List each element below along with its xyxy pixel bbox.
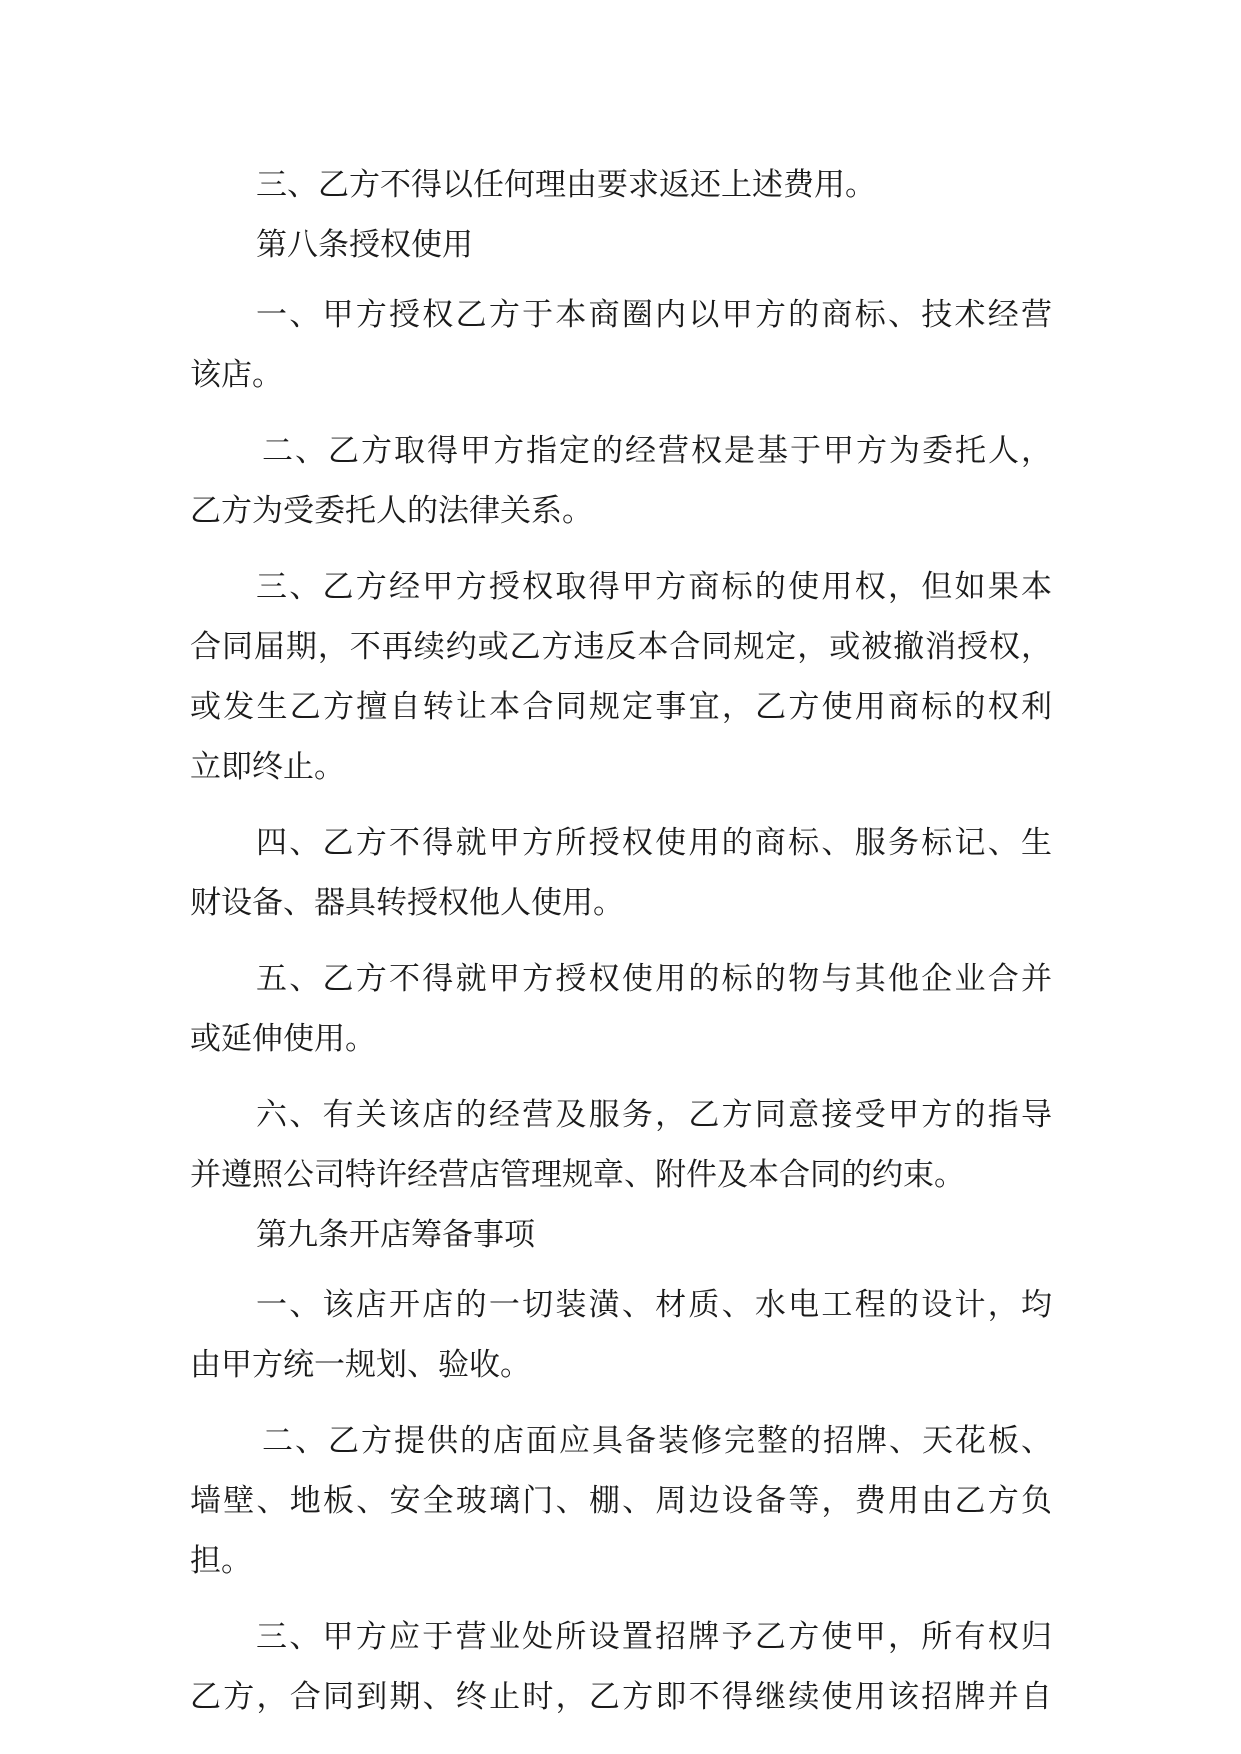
section-heading: 第八条授权使用 [256, 227, 473, 263]
text-line: 或延伸使用。 [190, 1021, 376, 1057]
text-line: 财设备、器具转授权他人使用。 [190, 885, 624, 921]
text-line: 三、甲方应于营业处所设置招牌予乙方使甲，所有权归 [256, 1619, 1052, 1655]
text-line: 立即终止。 [190, 749, 345, 785]
text-line: 三、乙方不得以任何理由要求返还上述费用。 [256, 167, 876, 203]
text-line: 六、有关该店的经营及服务，乙方同意接受甲方的指导 [256, 1097, 1052, 1133]
text-line: 五、乙方不得就甲方授权使用的标的物与其他企业合并 [256, 961, 1052, 997]
text-line: 二、乙方提供的店面应具备装修完整的招牌、天花板、 [262, 1423, 1052, 1459]
text-line: 或发生乙方擅自转让本合同规定事宜，乙方使用商标的权利 [190, 689, 1052, 725]
text-line: 一、该店开店的一切装潢、材质、水电工程的设计，均 [256, 1287, 1052, 1323]
text-line: 墙壁、地板、安全玻璃门、棚、周边设备等，费用由乙方负 [190, 1483, 1052, 1519]
text-line: 三、乙方经甲方授权取得甲方商标的使用权，但如果本 [256, 569, 1052, 605]
text-line: 由甲方统一规划、验收。 [190, 1347, 531, 1383]
document-body [190, 155, 1052, 1727]
text-line: 一、甲方授权乙方于本商圈内以甲方的商标、技术经营 [256, 297, 1052, 333]
text-line: 担。 [190, 1543, 252, 1579]
text-line: 乙方，合同到期、终止时，乙方即不得继续使用该招牌并自 [190, 1679, 1052, 1715]
section-heading: 第九条开店筹备事项 [256, 1217, 535, 1253]
text-line: 二、乙方取得甲方指定的经营权是基于甲方为委托人， [262, 433, 1052, 469]
text-line: 并遵照公司特许经营店管理规章、附件及本合同的约束。 [190, 1157, 965, 1193]
text-line: 该店。 [190, 357, 283, 393]
text-line: 合同届期，不再续约或乙方违反本合同规定，或被撤消授权， [190, 629, 1052, 665]
text-line: 乙方为受委托人的法律关系。 [190, 493, 593, 529]
text-line: 四、乙方不得就甲方所授权使用的商标、服务标记、生 [256, 825, 1052, 861]
